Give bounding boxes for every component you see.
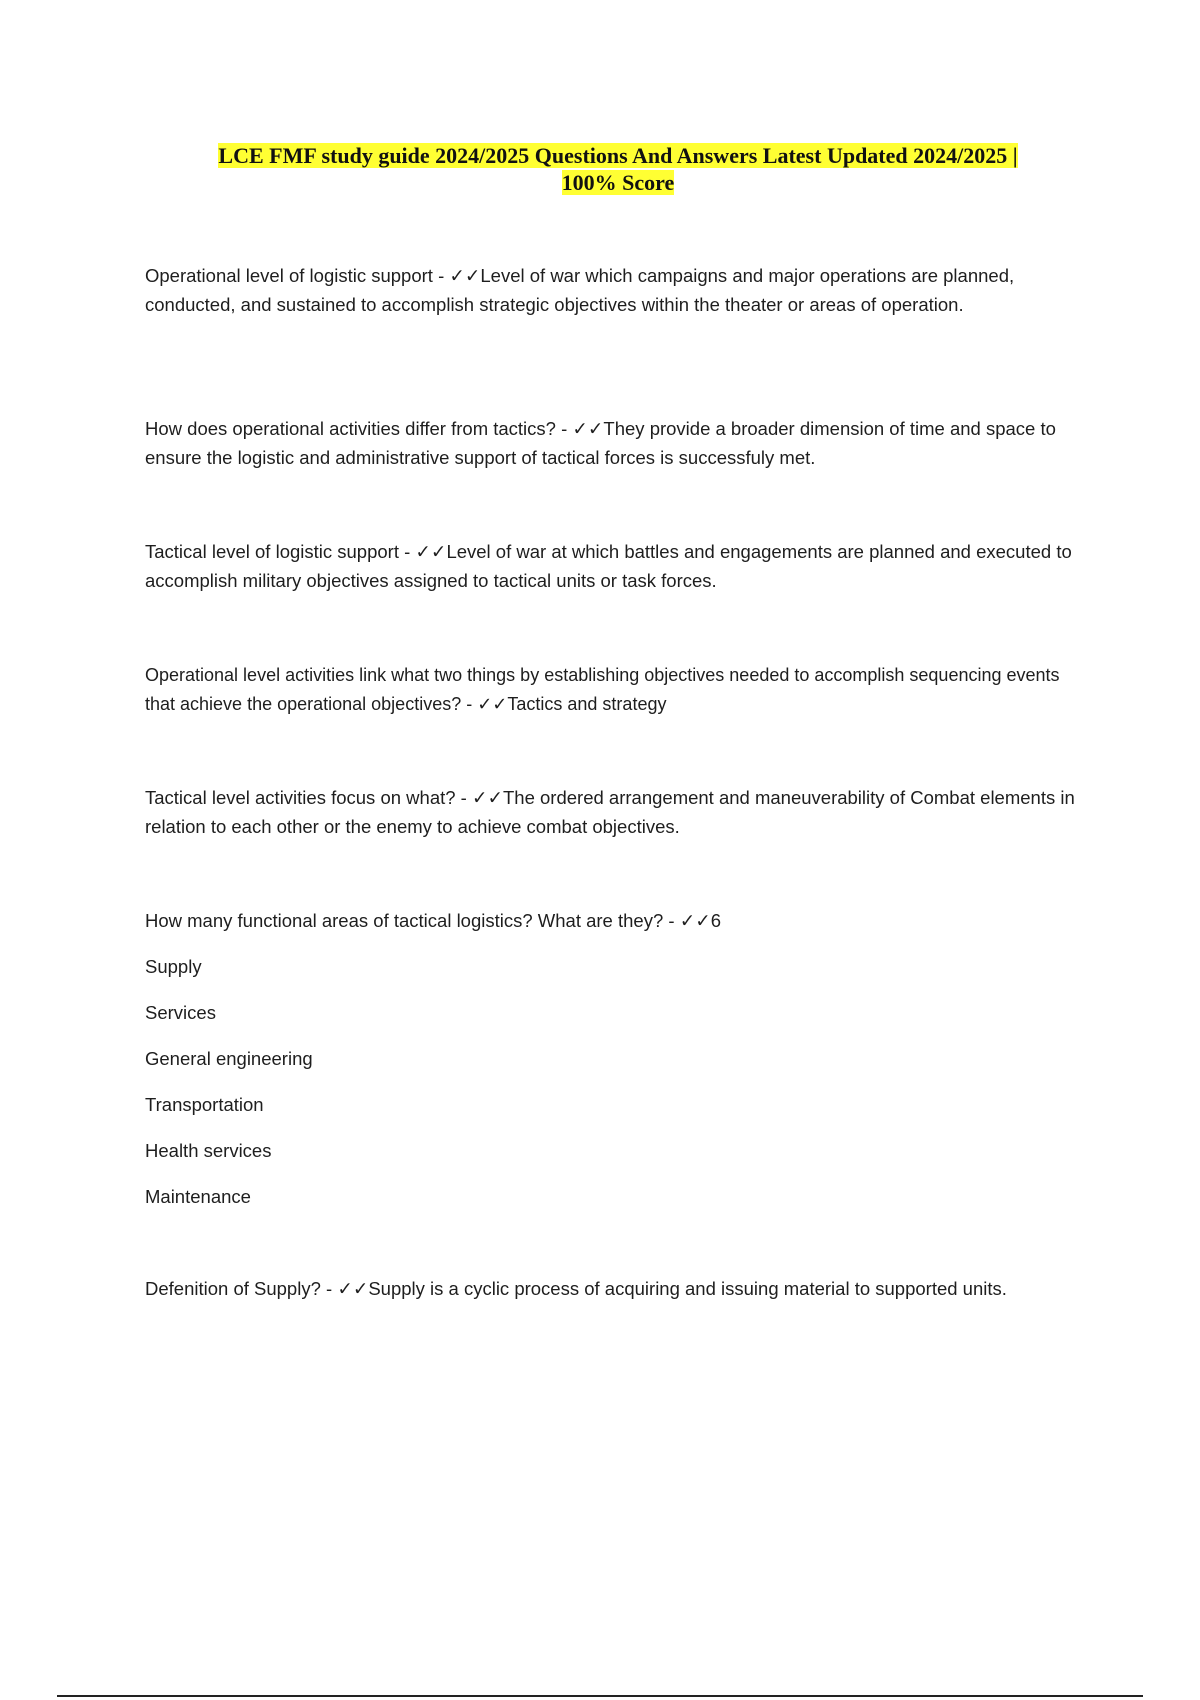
checkmark-icon: ✓✓ — [572, 418, 604, 439]
answer-text: Supply is a cyclic process of acquiring and issuing material to supported units. — [368, 1278, 1007, 1299]
document-title — [150, 142, 1086, 196]
question-text: How many functional areas of tactical logistics? What are they? - — [145, 910, 680, 931]
page-bottom-divider — [57, 1695, 1143, 1697]
answer-text: 6 — [710, 910, 721, 931]
checkmark-icon: ✓✓ — [679, 910, 711, 931]
checkmark-icon: ✓✓ — [449, 265, 481, 286]
answer-text: Level of war at which battles and engagements are planned and executed to accomplish military objectives assigned to tactical units or task forces. — [145, 541, 1072, 591]
question-text: Operational level of logistic support - — [145, 265, 450, 286]
answer-text: The ordered arrangement and maneuverability of Combat elements in relation to each other or the enemy to achieve combat objectives. — [145, 787, 1075, 837]
qa-item-functional-areas — [145, 907, 1090, 936]
qa-item-operational-vs-tactics — [145, 415, 1090, 472]
question-text: Operational level activities link what two things by establishing objectives needed to accomplish sequencing events that achieve the operational objectives? - — [145, 665, 1060, 714]
qa-item-definition-of-supply — [145, 1275, 1090, 1304]
list-item: Health services — [145, 1140, 272, 1161]
question-text: Defenition of Supply? - — [145, 1278, 338, 1299]
list-item: Maintenance — [145, 1186, 251, 1207]
qa-item-operational-activities-link — [145, 661, 1090, 718]
answer-text: Tactics and strategy — [507, 693, 667, 714]
checkmark-icon: ✓✓ — [337, 1278, 369, 1299]
list-item: Supply — [145, 956, 202, 977]
checkmark-icon: ✓✓ — [415, 541, 447, 562]
checkmark-icon: ✓✓ — [477, 693, 508, 714]
list-item: General engineering — [145, 1048, 313, 1069]
functional-areas-list — [145, 955, 313, 1231]
title-line-1: LCE FMF study guide 2024/2025 Questions And Answers Latest Updated 2024/2025 | — [218, 143, 1018, 168]
answer-text: They provide a broader dimension of time and space to ensure the logistic and administrative support of tactical forces is successfuly met. — [145, 418, 1056, 468]
question-text: How does operational activities differ from tactics? - — [145, 418, 573, 439]
list-item: Transportation — [145, 1094, 264, 1115]
answer-text: Level of war which campaigns and major operations are planned, conducted, and sustained to accomplish strategic objectives within the theater or areas of operation. — [145, 265, 1015, 315]
qa-item-tactical-activities-focus — [145, 784, 1090, 841]
title-line-2: 100% Score — [561, 170, 675, 195]
question-text: Tactical level of logistic support - — [145, 541, 416, 562]
qa-item-tactical-level — [145, 538, 1090, 595]
question-text: Tactical level activities focus on what? - — [145, 787, 472, 808]
qa-item-operational-level — [145, 262, 1090, 319]
checkmark-icon: ✓✓ — [471, 787, 503, 808]
list-item: Services — [145, 1002, 216, 1023]
